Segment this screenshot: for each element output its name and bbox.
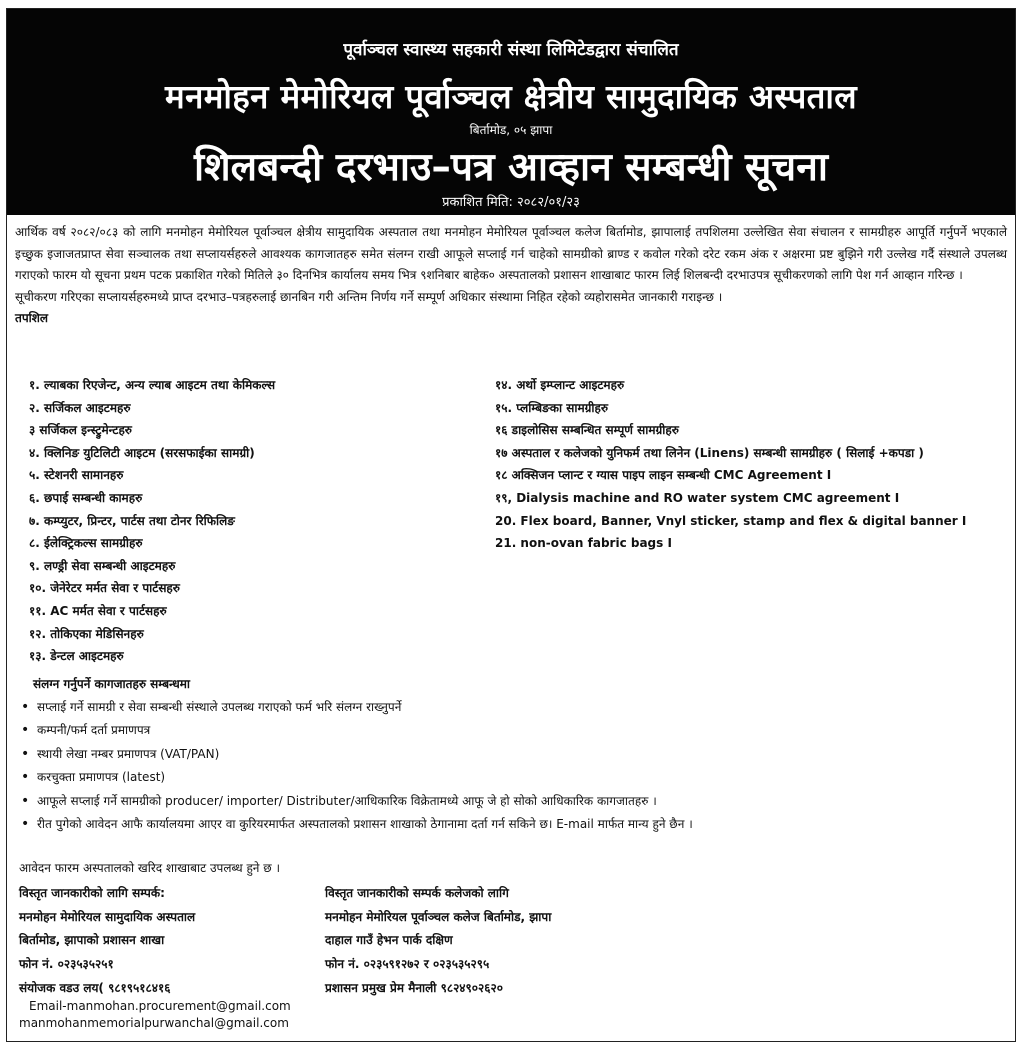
contact-phone: फोन नं. ०२३५९१२७२ र ०२३५३५२९५ — [325, 957, 490, 972]
bullet-icon: • — [21, 722, 30, 739]
procurement-email[interactable]: Email-manmohan.procurement@gmail.com — [29, 999, 291, 1013]
list-item: १५. प्लम्बिङका सामग्रीहरु — [495, 400, 609, 415]
memorial-email[interactable]: manmohanmemorialpurwanchal@gmail.com — [19, 1016, 289, 1030]
hospital-name: मनमोहन मेमोरियल पूर्वाञ्चल क्षेत्रीय सामुदायिक अस्पताल — [165, 77, 857, 116]
bullet-icon: • — [21, 792, 30, 809]
list-item: १३. डेन्टल आइटमहरु — [29, 649, 124, 664]
list-item: १४. अर्थो इम्प्लान्ट आइटमहरु — [495, 378, 625, 392]
list-item: • रीत पुगेको आवेदन आफै कार्यालयमा आएर वा कुरियरमार्फत अस्पतालको प्रशासन शाखाको ठेगानामा दर्ता गर्न सकिने छ। E-mail मार्फत मान्य हुने छैन । — [19, 813, 999, 836]
intro-paragraph-2: सूचीकरण गरिएका सप्लायर्सहरुमध्ये प्राप्त दरभाउ–पत्रहरुलाई छानबिन गरी अन्तिम निर्णय गर्ने सम्पूर्ण अधिकार संस्थामा निहित रहेको व्यहोरासमेत जानकारी गराइन्छ । — [15, 289, 723, 304]
list-item: १६ डाइलोसिस सम्बन्धित सम्पूर्ण सामग्रीहरु — [495, 423, 679, 438]
list-item: • करचुक्ता प्रमाणपत्र (latest) — [19, 766, 999, 789]
list-item: २. सर्जिकल आइटमहरु — [29, 400, 131, 415]
contact-org: मनमोहन मेमोरियल पूर्वाञ्चल कलेज बिर्तामोड, झापा — [325, 909, 552, 924]
details-label: तपशिल — [15, 311, 49, 325]
documents-heading: संलग्न गर्नुपर्ने कागजातहरु सम्बन्धमा — [33, 677, 191, 691]
header-subtitle: पूर्वाञ्चल स्वास्थ्य सहकारी संस्था लिमिटेडद्वारा संचालित — [343, 40, 679, 60]
list-item: १७ अस्पताल र कलेजको युनिफर्म तथा लिनेन (Linens) सम्बन्धी सामग्रीहरु ( सिलाई +कपडा ) — [495, 445, 924, 460]
hospital-location: बिर्तामोड, ०५ झापा — [469, 123, 553, 137]
intro-paragraph-1: आर्थिक वर्ष २०८२/०८३ को लागि मनमोहन मेमोरियल पूर्वाञ्चल क्षेत्रीय सामुदायिक अस्पताल तथा मनमोहन मेमोरियल पूर्वाञ्चल कलेज बिर्तामोड, झापालाई तपशिलमा उल्लेखित सेवा संचालन र सामग्रीहरु आपूर्ति गर्नुपर्ने भएकाले इच्छुक इजाजतप्राप्त सेवा सञ्चालक तथा सप्लायर्सहरुले आवश्यक कागजातहरु समेत संलग्न राखी आफूले सप्लाई गर्न चाहेको सामग्रीको ब्राण्ड र कवोल गरेको दरेट रकम अंक र अक्षरमा प्रष्ट बुझिने गरी उल्लेख गर्दै संस्थाले उपलब्ध गराएको फारम यो सूचना प्रथम पटक प्रकाशित गरेको मितिले ३० दिनभित्र कार्यालय समय भित्र ९शनिबार बाहेक० अस्पतालको प्रशासन शाखाबाट फारम लिई शिलबन्दी दरभाउपत्र सूचीकरणको लागि पेश गर्न आव्हान गरिन्छ । — [15, 225, 1007, 282]
items-right-column — [495, 374, 995, 555]
form-availability: आवेदन फारम अस्पतालको खरिद शाखाबाट उपलब्ध हुने छ । — [19, 861, 281, 875]
list-item: • कम्पनी/फर्म दर्ता प्रमाणपत्र — [19, 719, 999, 742]
notice-body — [15, 222, 1007, 1030]
list-item: ८. ईलेक्ट्रिकल्स सामग्रीहरु — [29, 536, 143, 551]
list-item: ९. लण्ड्री सेवा सम्बन्धी आइटमहरु — [29, 558, 176, 573]
intro-text — [15, 222, 1007, 330]
published-date: प्रकाशित मिति: २०८२/०१/२३ — [442, 195, 580, 210]
list-item: • आफूले सप्लाई गर्ने सामग्रीको producer/ importer/ Distributer/आधिकारिक विक्रेतामध्ये आफू जे हो सोको आधिकारिक कागजातहरु । — [19, 790, 999, 813]
contact-title: विस्तृत जानकारीको लागि सम्पर्क: — [19, 886, 165, 900]
list-item: 20. Flex board, Banner, Vnyl sticker, stamp and flex & digital banner I — [495, 513, 967, 528]
list-item: ७. कम्प्युटर, प्रिन्टर, पार्टस तथा टोनर रिफिलिङ — [29, 513, 235, 528]
list-item: • स्थायी लेखा नम्बर प्रमाणपत्र (VAT/PAN) — [19, 743, 999, 766]
list-item: १९, Dialysis machine and RO water system CMC agreement I — [495, 490, 900, 505]
documents-list — [19, 696, 999, 836]
list-item: 21. non-ovan fabric bags I — [495, 536, 672, 551]
list-item: १२. तोकिएका मेडिसिनहरु — [29, 626, 144, 641]
bullet-icon: • — [21, 745, 30, 762]
list-item: ३ सर्जिकल इन्स्ट्रुमेन्टहरु — [29, 423, 132, 438]
contact-coordinator: संयोजक वडउ लय( ९८१९५१८४१६ — [19, 980, 171, 995]
notice-frame — [6, 8, 1016, 1042]
contact-address: दाहाल गाउँ हेभन पार्क दक्षिण — [325, 933, 453, 948]
list-item: ४. क्लिनिङ युटिलिटी आइटम (सरसफाईका सामग्री) — [29, 445, 255, 460]
notice-title: शिलबन्दी दरभाउ–पत्र आव्हान सम्बन्धी सूचना — [194, 145, 828, 190]
list-item: ६. छपाई सम्बन्धी कामहरु — [29, 490, 143, 505]
notice-header — [7, 9, 1015, 215]
contact-branch: बिर्तामोड, झापाको प्रशासन शाखा — [19, 933, 165, 948]
contact-college — [325, 882, 655, 1001]
contact-hospital — [19, 882, 319, 1001]
contact-title: विस्तृत जानकारीको सम्पर्क कलेजको लागि — [325, 886, 509, 900]
contact-phone: फोन नं. ०२३५३५२५१ — [19, 957, 114, 972]
contact-emails — [19, 998, 291, 1032]
list-item: १. ल्याबका रिएजेन्ट, अन्य ल्याब आइटम तथा केमिकल्स — [29, 378, 276, 392]
list-item: ११. AC मर्मत सेवा र पार्टसहरु — [29, 603, 167, 618]
list-item: १०. जेनेरेटर मर्मत सेवा र पार्टसहरु — [29, 581, 180, 596]
contact-chief: प्रशासन प्रमुख प्रेम मैनाली ९८२४९०२६२० — [325, 980, 503, 995]
items-left-column — [29, 374, 489, 668]
list-item: ५. स्टेशनरी सामानहरु — [29, 468, 124, 483]
bullet-icon: • — [21, 816, 30, 833]
bullet-icon: • — [21, 769, 30, 786]
list-item: • सप्लाई गर्ने सामग्री र सेवा सम्बन्धी संस्थाले उपलब्ध गराएको फर्म भरि संलग्न राख्नुपर्ने — [19, 696, 999, 719]
list-item: १८ अक्सिजन प्लान्ट र ग्यास पाइप लाइन सम्बन्धी CMC Agreement I — [495, 468, 832, 483]
bullet-icon: • — [21, 699, 30, 715]
contact-org: मनमोहन मेमोरियल सामुदायिक अस्पताल — [19, 909, 196, 924]
